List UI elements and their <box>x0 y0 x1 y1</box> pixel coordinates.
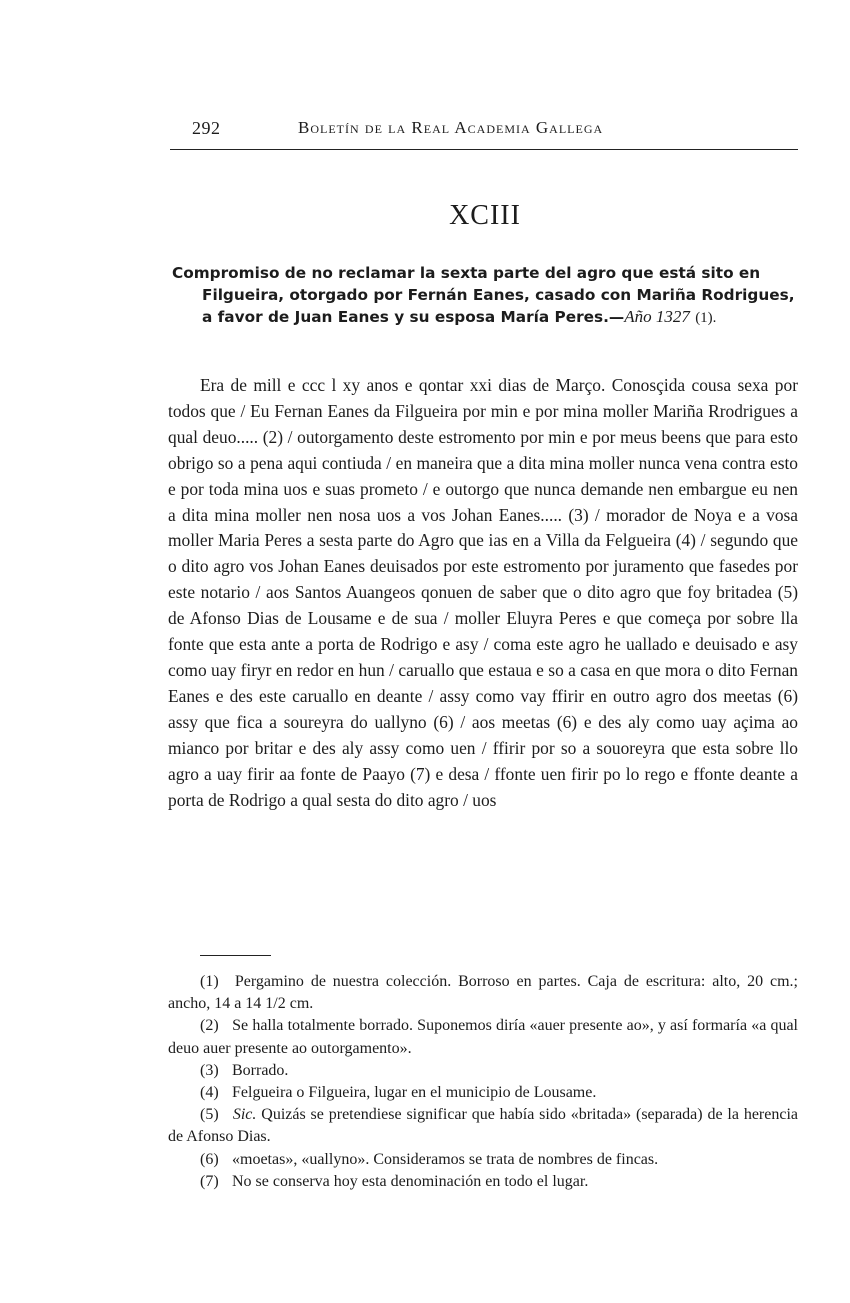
footnote-mark: (6) <box>200 1150 219 1168</box>
footnote <box>168 1171 798 1193</box>
footnotes <box>168 971 798 1193</box>
footnote-mark: (3) <box>200 1061 219 1079</box>
footnote-text: Pergamino de nuestra colección. Borroso en partes. Caja de escritura: alto, 20 cm.; ancho, 14 a 14 1/2 cm. <box>168 973 798 1013</box>
footnote-text: Quizás se pretendiese significar que había sido «britada» (separada) de la herencia de Afonso Dias. <box>168 1106 798 1146</box>
document-number: XCIII <box>449 200 521 231</box>
footnote-mark: (1) <box>200 973 219 990</box>
document-title <box>172 262 804 329</box>
document-body: Era de mill e ccc l xy anos e qontar xxi dias de Março. Conosçida cousa sexa por todos que / Eu Fernan Eanes da Filgueira por min e por mina moller Mariña Rrodrigues a qual deuo..... (2) / outorgamento deste estromento por min e por meus beens que para esto obrigo so a pena aqui contiuda / en maneira que a dita mina moller nunca vena contra esto e por toda mina uos e suas prometo / e outorgo que nunca demande nen embargue eu nen a dita mina moller nen nosa uos a vos Johan Eanes..... (3) / morador de Noya e a vosa moller Maria Peres a sesta parte do Agro que ias en a Villa da Felgueira (4) / segundo que o dito agro vos Johan Eanes deuisados por este estromento por juramento que fasedes por este notario / aos Santos Auangeos qonuen de saber que o dito agro que foy britadea (5) de Afonso Dias de Lousame e de sua / moller Eluyra Peres e que começa por sobre lla fonte que esta ante a porta de Rodrigo e asy / coma este agro he uallado e deuisado e asy como uay firyr en redor en hun / caruallo que estaua e so a casa en que mora o dito Fernan Eanes e des este caruallo en deante / assy como vay ffirir en outro agro dos meetas (6) assy que fica a soureyra do uallyno (6) / aos meetas (6) e des aly como uay açima ao mianco por britar e des aly assy como uen / ffirir por so a souoreyra que esta sobre llo agro a uay firir aa fonte de Paayo (7) e desa / ffonte uen firir po lo rego e ffonte deante a porta de Rodrigo a qual sesta do dito agro / uos <box>168 375 798 810</box>
footnote-text: Borrado. <box>232 1061 289 1079</box>
footnote-mark: (7) <box>200 1172 219 1190</box>
footnote-mark: (5) <box>200 1106 219 1124</box>
running-head <box>170 116 798 146</box>
document-year: Año 1327 <box>624 307 690 326</box>
footnote-text: Se halla totalmente borrado. Suponemos diría «auer presente ao», y así formaría «a qual deuo auer presente ao outorgamento». <box>168 1017 798 1057</box>
footnote-mark: (4) <box>200 1084 219 1102</box>
footnote <box>168 971 798 1015</box>
footnote-text: «moetas», «uallyno». Consideramos se trata de nombres de fincas. <box>232 1150 659 1168</box>
footnote <box>168 1015 798 1059</box>
footnote-mark: (2) <box>200 1017 219 1035</box>
footnote-text: Felgueira o Filgueira, lugar en el municipio de Lousame. <box>232 1084 597 1102</box>
footnote <box>168 1104 798 1148</box>
footnote <box>168 1060 798 1082</box>
document-title-text: Compromiso de no reclamar la sexta parte del agro que está sito en Filgueira, otorgado por Fernán Eanes, casado con Mariña Rodrigues, a favor de Juan Eanes y su esposa María Peres.— <box>172 264 795 326</box>
page-number: 292 <box>192 118 221 138</box>
footnote-rule <box>200 955 271 956</box>
footnote-text: No se conserva hoy esta denominación en todo el lugar. <box>232 1172 589 1190</box>
footnote <box>168 1082 798 1104</box>
title-footnote-ref: (1). <box>695 310 717 326</box>
journal-title: Boletín de la Real Academia Gallega <box>298 118 604 137</box>
header-rule <box>170 149 798 150</box>
footnote-sic: Sic. <box>232 1106 257 1124</box>
footnote <box>168 1149 798 1171</box>
